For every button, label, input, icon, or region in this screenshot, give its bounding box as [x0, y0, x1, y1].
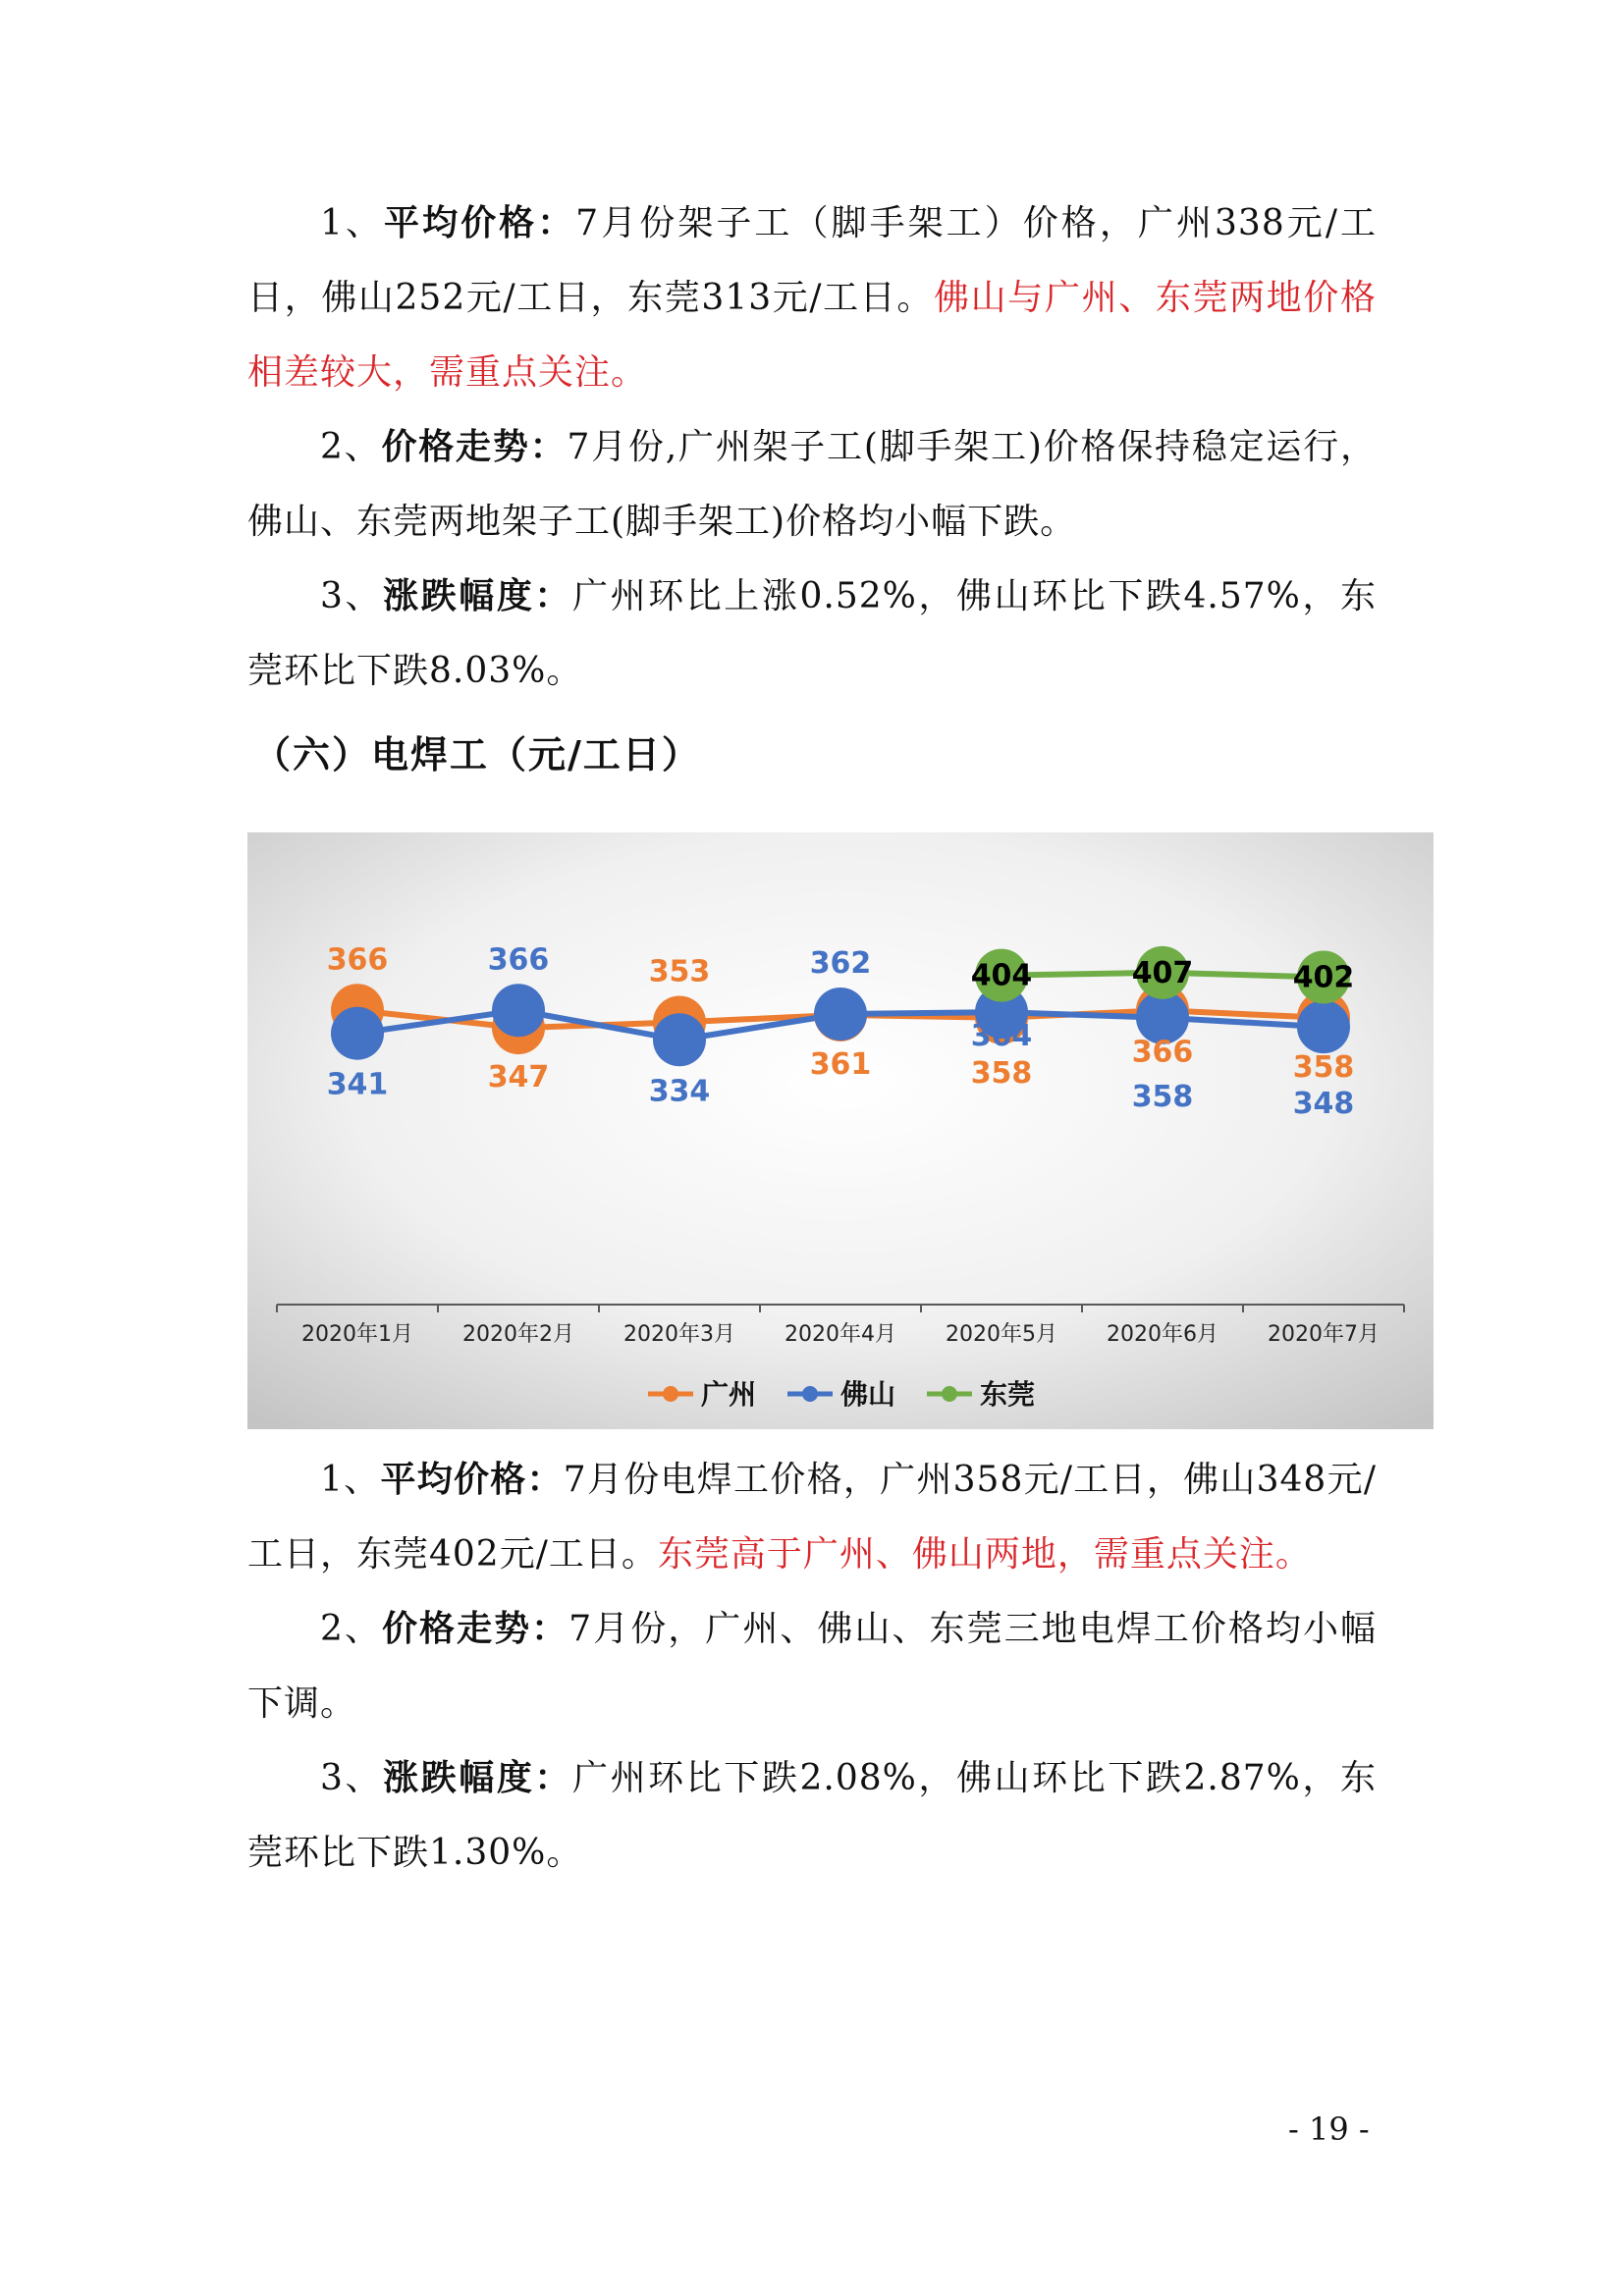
- item-text: 广州环比下跌2.08%，佛山环比下跌2.87%，东莞环比下跌1.30%。: [247, 1758, 1377, 1873]
- item-highlight: 东莞高于广州、佛山两地，需重点关注。: [657, 1534, 1312, 1575]
- item-highlight: 佛山与广州、东莞两地价格相差较大，需重点关注。: [247, 278, 1377, 393]
- item-number: 3、: [320, 576, 384, 616]
- data-point-佛山: [331, 1007, 384, 1060]
- paragraph-price-trend-scaffold: [247, 410, 1377, 560]
- legend-label-东莞: 东莞: [980, 1378, 1036, 1411]
- data-label-佛山: 366: [487, 942, 550, 978]
- x-tick-label: 2020年6月: [1107, 1322, 1218, 1347]
- paragraph-change-welder: [247, 1741, 1377, 1891]
- data-label-东莞: 407: [1131, 955, 1194, 990]
- line-chart: [247, 832, 1434, 1429]
- x-tick-label: 2020年5月: [946, 1322, 1057, 1347]
- data-label-佛山: 348: [1292, 1087, 1355, 1122]
- data-label-东莞: 404: [970, 958, 1033, 993]
- item-label: 平均价格：: [384, 203, 576, 243]
- data-label-广州: 353: [648, 954, 711, 989]
- item-label: 平均价格：: [380, 1460, 564, 1500]
- data-point-佛山: [492, 984, 545, 1037]
- x-tick-label: 2020年2月: [462, 1322, 574, 1347]
- legend-label-佛山: 佛山: [840, 1378, 896, 1411]
- data-label-佛山: 341: [326, 1067, 389, 1102]
- paragraph-avg-price-scaffold: [247, 187, 1377, 410]
- item-number: 2、: [320, 1609, 382, 1649]
- data-point-佛山: [814, 988, 867, 1041]
- data-label-东莞: 402: [1292, 960, 1355, 995]
- item-text: 广州环比上涨0.52%，佛山环比下跌4.57%，东莞环比下跌8.03%。: [247, 576, 1377, 691]
- page-number: - 19 -: [1288, 2110, 1370, 2148]
- data-point-佛山: [1297, 1000, 1350, 1053]
- legend-marker-广州: [663, 1386, 678, 1402]
- data-label-佛山: 358: [1131, 1079, 1194, 1114]
- item-text: 7月份,广州架子工(脚手架工)价格保持稳定运行，佛山、东莞两地架子工(脚手架工)价格均小幅下跌。: [247, 427, 1377, 542]
- item-text: 7月份，广州、佛山、东莞三地电焊工价格均小幅下调。: [247, 1609, 1378, 1724]
- data-label-佛山: 364: [970, 1019, 1033, 1054]
- item-label: 涨跌幅度：: [383, 576, 572, 616]
- item-number: 2、: [320, 427, 382, 467]
- x-tick-label: 2020年4月: [785, 1322, 896, 1347]
- x-tick-label: 2020年1月: [301, 1322, 413, 1347]
- item-label: 价格走势：: [382, 1609, 569, 1649]
- chart-svg: [247, 832, 1434, 1429]
- data-label-广州: 358: [1292, 1049, 1355, 1085]
- item-text: 7月份电焊工价格，广州358元/工日，佛山348元/工日，东莞402元/工日。: [247, 1460, 1377, 1575]
- legend-marker-东莞: [942, 1386, 957, 1402]
- item-number: 1、: [320, 203, 385, 243]
- x-tick-label: 2020年7月: [1268, 1322, 1380, 1347]
- data-label-广州: 361: [809, 1046, 872, 1082]
- item-label: 涨跌幅度：: [383, 1758, 572, 1798]
- legend-label-广州: 广州: [701, 1378, 757, 1411]
- paragraph-avg-price-welder: [247, 1443, 1377, 1592]
- item-number: 1、: [320, 1460, 381, 1500]
- data-label-广州: 366: [1131, 1035, 1194, 1070]
- data-label-佛山: 362: [809, 946, 872, 981]
- data-label-广州: 366: [326, 942, 389, 978]
- section-title: （六）电焊工（元/工日）: [253, 733, 701, 776]
- data-point-佛山: [653, 1013, 706, 1066]
- item-label: 价格走势：: [381, 427, 568, 467]
- data-label-佛山: 334: [648, 1074, 711, 1109]
- item-text: 7月份架子工（脚手架工）价格，广州338元/工日，佛山252元/工日，东莞313元/工日。: [247, 203, 1377, 318]
- legend-marker-佛山: [802, 1386, 818, 1402]
- paragraph-price-trend-welder: [247, 1592, 1377, 1741]
- x-tick-label: 2020年3月: [623, 1322, 735, 1347]
- item-number: 3、: [320, 1758, 384, 1798]
- paragraph-change-scaffold: [247, 560, 1377, 709]
- data-label-广州: 347: [487, 1060, 550, 1095]
- data-label-广州: 358: [970, 1055, 1033, 1091]
